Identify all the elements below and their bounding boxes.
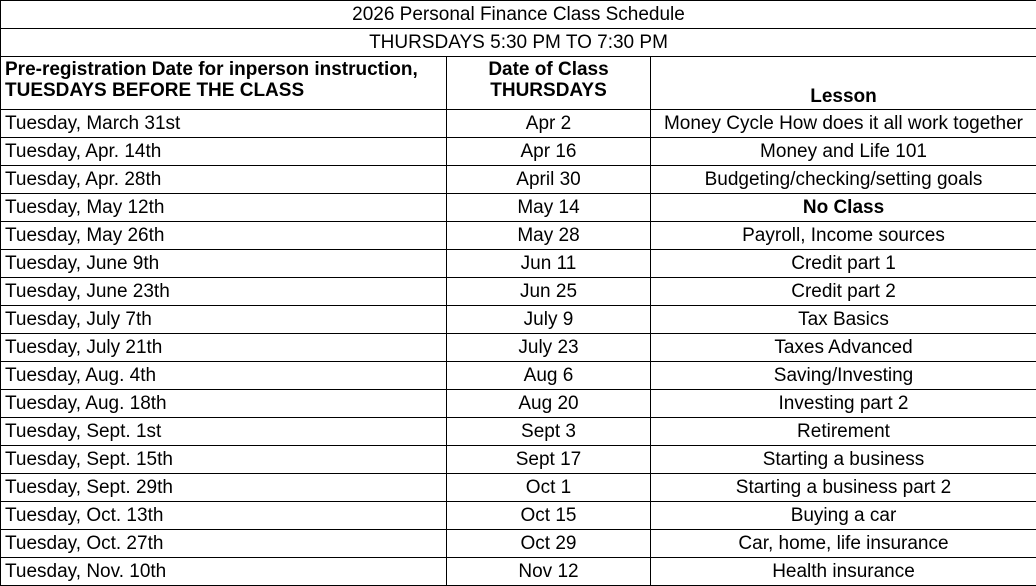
lesson-cell: Tax Basics: [651, 306, 1036, 334]
lesson-cell: Starting a business part 2: [651, 474, 1036, 502]
prereg-date-cell: Tuesday, Sept. 15th: [1, 446, 447, 474]
class-date-cell: Oct 15: [447, 502, 651, 530]
table-row: [1, 250, 1036, 278]
lesson-cell: Investing part 2: [651, 390, 1036, 418]
prereg-date-cell: Tuesday, Aug. 4th: [1, 362, 447, 390]
table-row: [1, 194, 1036, 222]
prereg-date-cell: Tuesday, July 7th: [1, 306, 447, 334]
table-row: [1, 474, 1036, 502]
table-row: [1, 306, 1036, 334]
lesson-cell: Money Cycle How does it all work together: [651, 110, 1036, 138]
table-row: [1, 502, 1036, 530]
table-row: [1, 110, 1036, 138]
class-date-cell: Oct 1: [447, 474, 651, 502]
table-row: [1, 530, 1036, 558]
table-row: [1, 166, 1036, 194]
class-date-cell: July 9: [447, 306, 651, 334]
lesson-cell: Payroll, Income sources: [651, 222, 1036, 250]
prereg-date-cell: Tuesday, Nov. 10th: [1, 558, 447, 586]
lesson-cell: Buying a car: [651, 502, 1036, 530]
class-date-cell: Sept 17: [447, 446, 651, 474]
table-row: [1, 418, 1036, 446]
prereg-date-cell: Tuesday, Oct. 27th: [1, 530, 447, 558]
lesson-cell: Saving/Investing: [651, 362, 1036, 390]
prereg-date-cell: Tuesday, March 31st: [1, 110, 447, 138]
header-prereg: [1, 57, 447, 110]
prereg-date-cell: Tuesday, Aug. 18th: [1, 390, 447, 418]
class-date-cell: April 30: [447, 166, 651, 194]
header-date-line2: THURSDAYS: [490, 80, 607, 101]
class-date-cell: Apr 16: [447, 138, 651, 166]
class-date-cell: Jun 11: [447, 250, 651, 278]
header-date-line1: Date of Class: [488, 59, 609, 80]
prereg-date-cell: Tuesday, May 26th: [1, 222, 447, 250]
prereg-date-cell: Tuesday, June 9th: [1, 250, 447, 278]
prereg-date-cell: Tuesday, June 23th: [1, 278, 447, 306]
header-prereg-line2: TUESDAYS BEFORE THE CLASS: [5, 80, 305, 101]
table-row: [1, 222, 1036, 250]
table-row: [1, 558, 1036, 586]
prereg-date-cell: Tuesday, Sept. 1st: [1, 418, 447, 446]
lesson-cell: Credit part 1: [651, 250, 1036, 278]
table-row: [1, 334, 1036, 362]
lesson-cell: No Class: [651, 194, 1036, 222]
lesson-cell: Health insurance: [651, 558, 1036, 586]
class-date-cell: Oct 29: [447, 530, 651, 558]
header-date: [447, 57, 651, 110]
class-date-cell: Sept 3: [447, 418, 651, 446]
prereg-date-cell: Tuesday, May 12th: [1, 194, 447, 222]
header-row: [1, 57, 1036, 110]
prereg-date-cell: Tuesday, Apr. 14th: [1, 138, 447, 166]
prereg-date-cell: Tuesday, Oct. 13th: [1, 502, 447, 530]
table-row: [1, 138, 1036, 166]
lesson-cell: Money and Life 101: [651, 138, 1036, 166]
class-date-cell: May 14: [447, 194, 651, 222]
header-lesson: Lesson: [651, 57, 1036, 110]
class-date-cell: Nov 12: [447, 558, 651, 586]
class-date-cell: May 28: [447, 222, 651, 250]
lesson-cell: Budgeting/checking/setting goals: [651, 166, 1036, 194]
header-prereg-line1: Pre-registration Date for inperson instruction,: [5, 59, 418, 80]
table-row: [1, 390, 1036, 418]
prereg-date-cell: Tuesday, Apr. 28th: [1, 166, 447, 194]
schedule-body: [1, 1, 1036, 586]
class-date-cell: Aug 20: [447, 390, 651, 418]
lesson-cell: Taxes Advanced: [651, 334, 1036, 362]
schedule-title: 2026 Personal Finance Class Schedule: [1, 1, 1036, 29]
title-row: [1, 1, 1036, 29]
table-row: [1, 278, 1036, 306]
class-date-cell: Aug 6: [447, 362, 651, 390]
schedule-subtitle: THURSDAYS 5:30 PM TO 7:30 PM: [1, 29, 1036, 57]
subtitle-row: [1, 29, 1036, 57]
class-date-cell: Jun 25: [447, 278, 651, 306]
prereg-date-cell: Tuesday, July 21th: [1, 334, 447, 362]
class-date-cell: Apr 2: [447, 110, 651, 138]
lesson-cell: Starting a business: [651, 446, 1036, 474]
table-row: [1, 446, 1036, 474]
class-date-cell: July 23: [447, 334, 651, 362]
lesson-cell: Car, home, life insurance: [651, 530, 1036, 558]
lesson-cell: Retirement: [651, 418, 1036, 446]
table-row: [1, 362, 1036, 390]
lesson-cell: Credit part 2: [651, 278, 1036, 306]
prereg-date-cell: Tuesday, Sept. 29th: [1, 474, 447, 502]
